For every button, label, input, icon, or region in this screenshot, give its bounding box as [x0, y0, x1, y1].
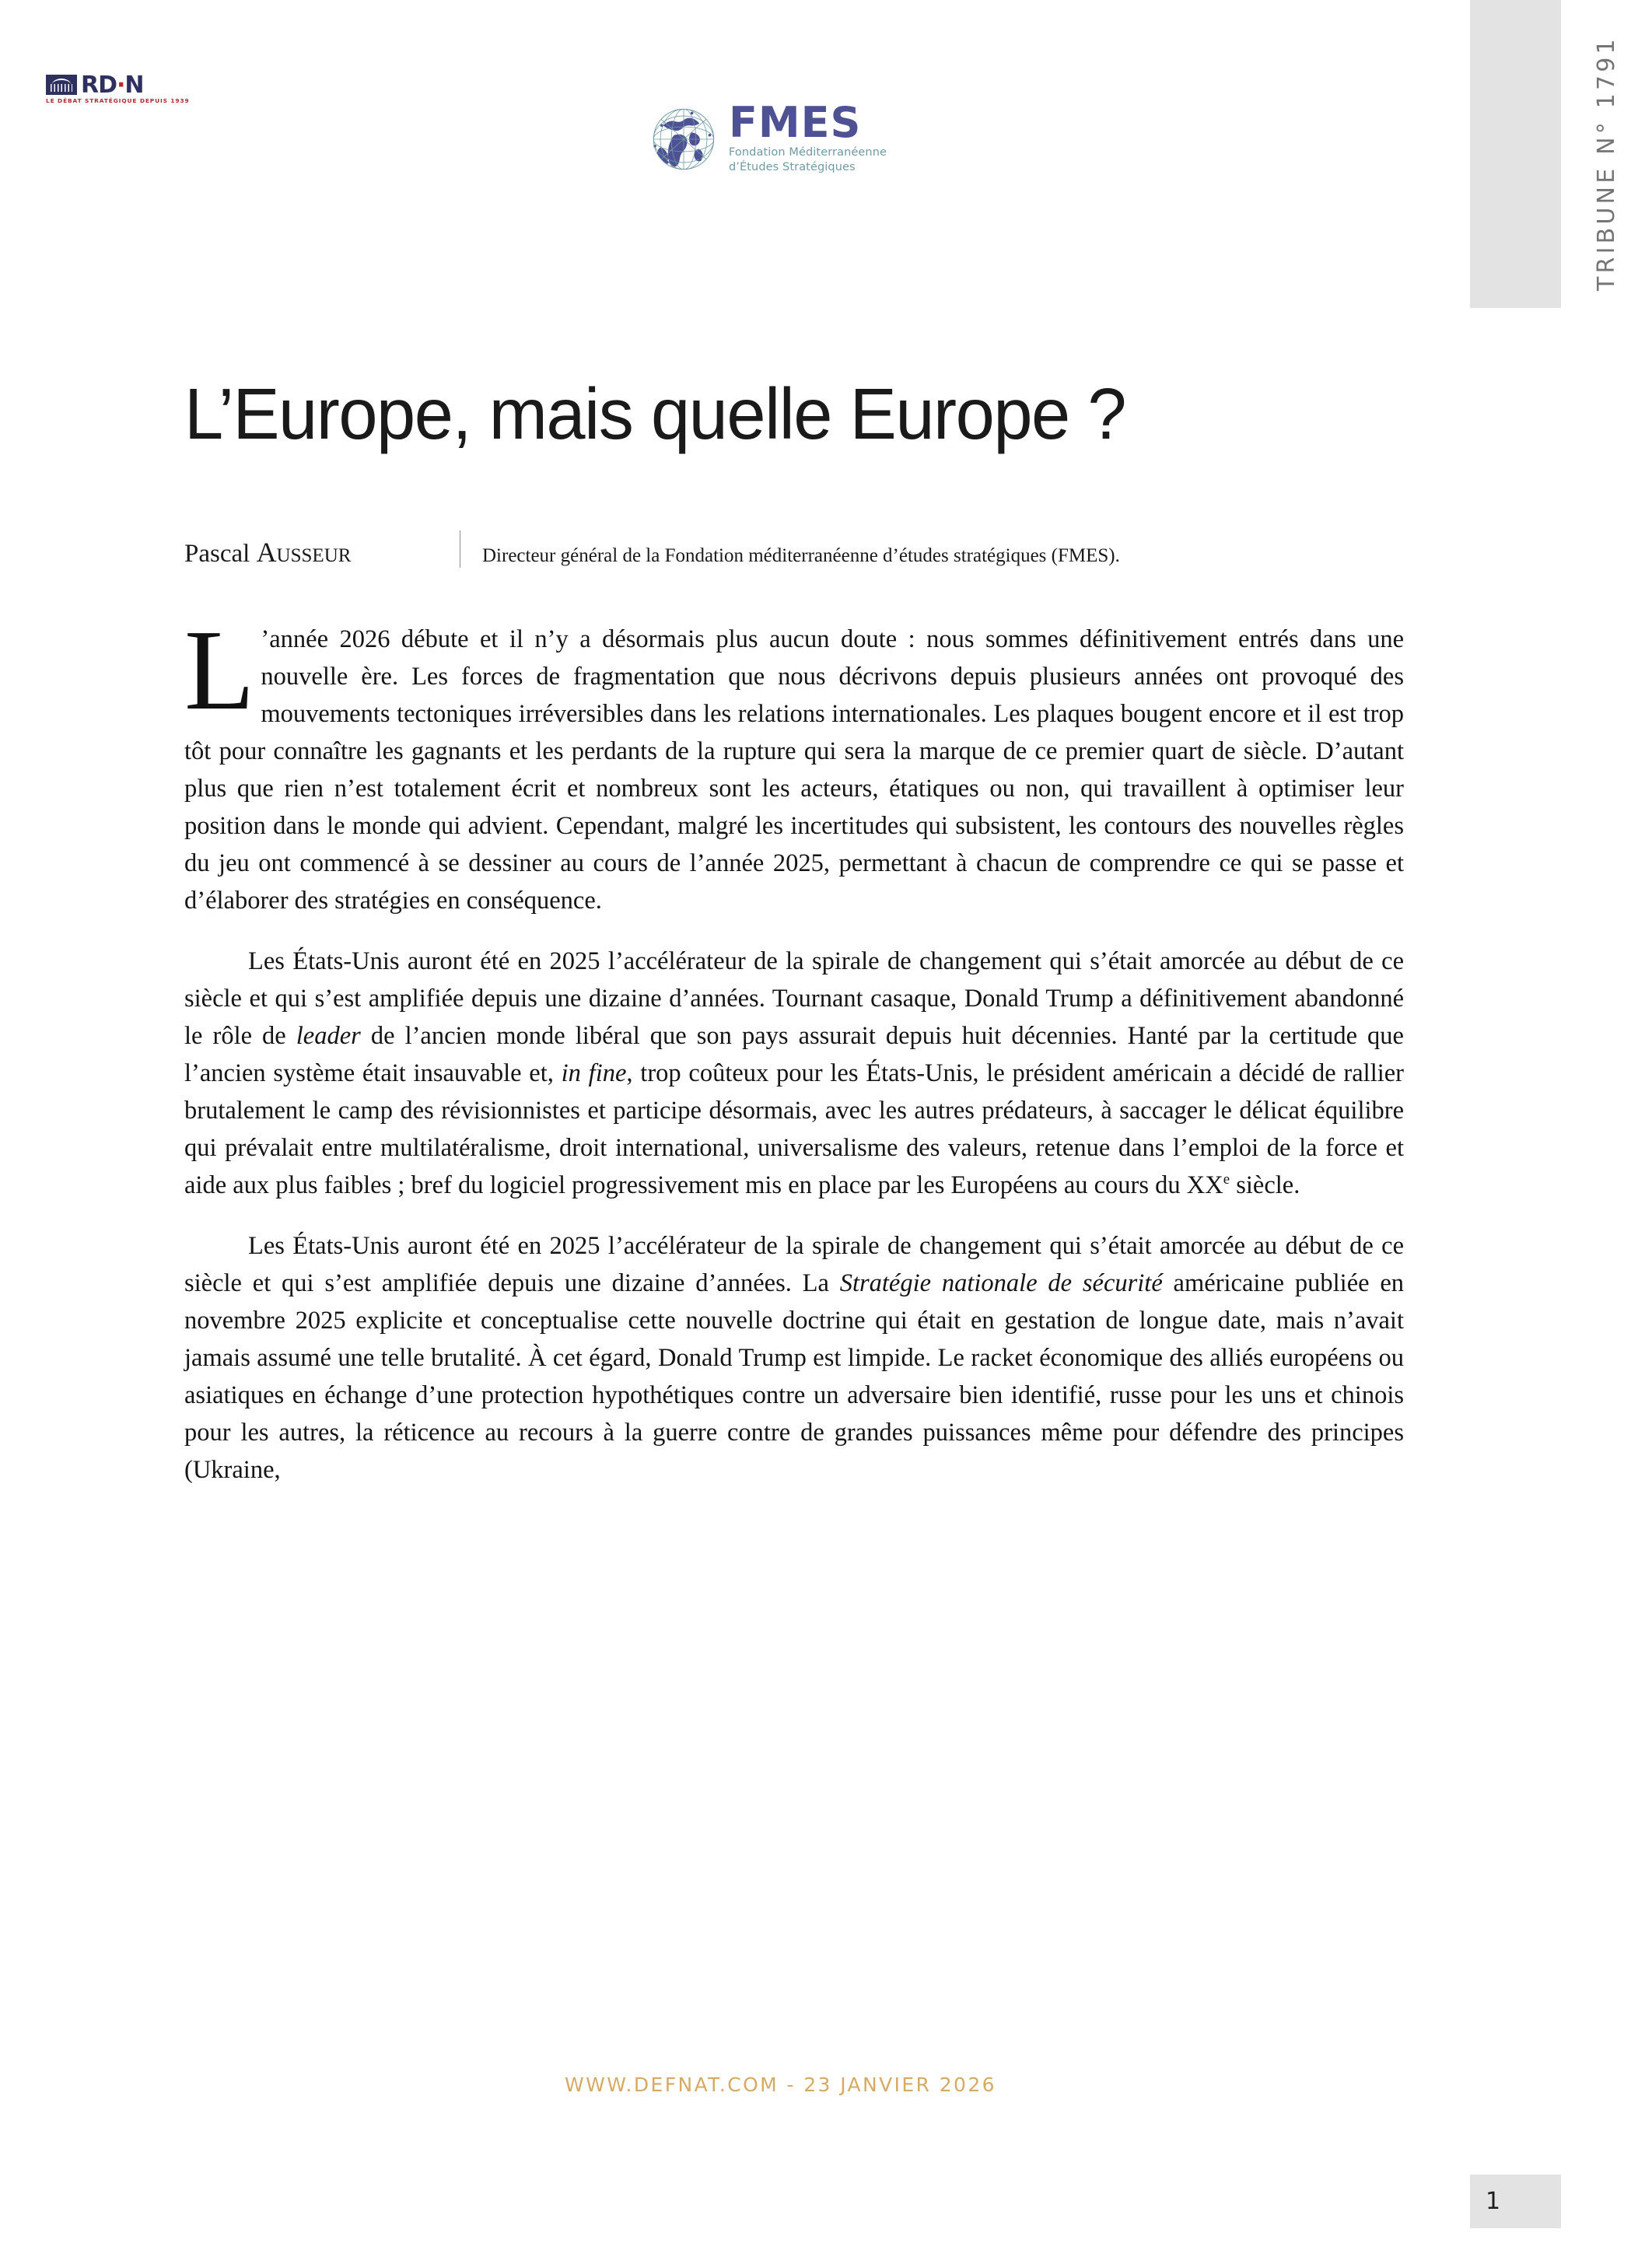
- page-title: L’Europe, mais quelle Europe ?: [184, 373, 1126, 454]
- paragraph-3: [184, 1227, 1404, 1489]
- parliament-building-icon: [46, 75, 77, 95]
- rdn-wordmark-row: [46, 71, 144, 99]
- author-firstname: Pascal: [184, 539, 257, 568]
- rdn-letter-r: R: [81, 71, 99, 99]
- author-lastname: Ausseur: [256, 536, 352, 568]
- footer-url: WWW.DEFNAT.COM - 23 JANVIER 2026: [565, 2073, 996, 2096]
- byline: [184, 524, 1404, 568]
- rdn-logo: [46, 71, 190, 104]
- paragraph-2-text: Les États-Unis auront été en 2025 l’accélérateur de la spirale de changement qui s’était amorcée au début de ce siècle et qui s’est amplifiée depuis une dizaine d’années. Tournant casaque, Donald Trump a définitivement abandonné le rôle de leader de l’ancien monde libéral que son pays assurait depuis huit décennies. Hanté par la certitude que l’ancien système était insauvable et, in fine, trop coûteux pour les États-Unis, le président américain a décidé de rallier brutalement le camp des révisionnistes et participe désormais, avec les autres prédateurs, à saccager le délicat équilibre qui prévalait entre multilatéralisme, droit international, universalisme des valeurs, retenue dans l’emploi de la force et aide aux plus faibles ; bref du logiciel progressivement mis en place par les Européens au cours du XXe siècle.: [184, 947, 1405, 1199]
- paragraph-3-text: Les États-Unis auront été en 2025 l’accélérateur de la spirale de changement qui s’était amorcée au début de ce siècle et qui s’est amplifiée depuis une dizaine d’années. La Stratégie nationale de sécurité américaine publiée en novembre 2025 explicite et conceptualise cette nouvelle doctrine qui était en gestation de longue date, mais n’avait jamais assumé une telle brutalité. À cet égard, Donald Trump est limpide. Le racket économique des alliés européens ou asiatiques en échange d’une protection hypothétiques contre un adversaire bien identifié, russe pour les uns et chinois pour les autres, la réticence au recours à la guerre contre de grandes puissances même pour défendre des principes (Ukraine,: [184, 1231, 1405, 1484]
- article-content: [184, 0, 1404, 1489]
- page-number: 1: [1470, 2175, 1561, 2228]
- paragraph-1: [184, 606, 1404, 919]
- rdn-letter-n: N: [124, 71, 144, 99]
- fmes-wordmark: FMES: [729, 98, 862, 147]
- rdn-dot-icon: ·: [117, 71, 125, 99]
- rdn-wordmark: [81, 71, 144, 99]
- article-body: [184, 606, 1405, 1489]
- paragraph-2: [184, 943, 1404, 1204]
- tribune-side-tab: [1470, 0, 1620, 308]
- fmes-subtitle-line-1: Fondation Méditerranéenne: [729, 146, 887, 159]
- fmes-subtitle-line-2: d’Études Stratégiques: [729, 161, 856, 174]
- tribune-number-label: TRIBUNE N° 1791: [1593, 36, 1620, 291]
- rdn-tagline: LE DÉBAT STRATÉGIQUE DEPUIS 1939: [46, 97, 190, 104]
- drop-cap: L: [184, 606, 255, 734]
- rdn-letter-d: D: [98, 71, 117, 99]
- paragraph-1-text: ’année 2026 débute et il n’y a désormais plus aucun doute : nous sommes définitivement entrés dans une nouvelle ère. Les forces de fragmentation que nous décrivons depuis plusieurs années ont provoqué des mouvements tectoniques irréversibles dans les relations internationales. Les plaques bougent encore et il est trop tôt pour connaître les gagnants et les perdants de la rupture qui sera la marque de ce premier quart de siècle. D’autant plus que rien n’est totalement écrit et nombreux sont les acteurs, étatiques ou non, qui travaillent à optimiser leur position dans le monde qui advient. Cependant, malgré les incertitudes qui subsistent, les contours des nouvelles règles du jeu ont commencé à se dessiner au cours de l’année 2025, permettant à chacun de comprendre ce qui se passe et d’élaborer des stratégies en conséquence.: [184, 625, 1404, 915]
- author-role: Directeur général de la Fondation méditerranéenne d’études stratégiques (FMES).: [482, 544, 1120, 566]
